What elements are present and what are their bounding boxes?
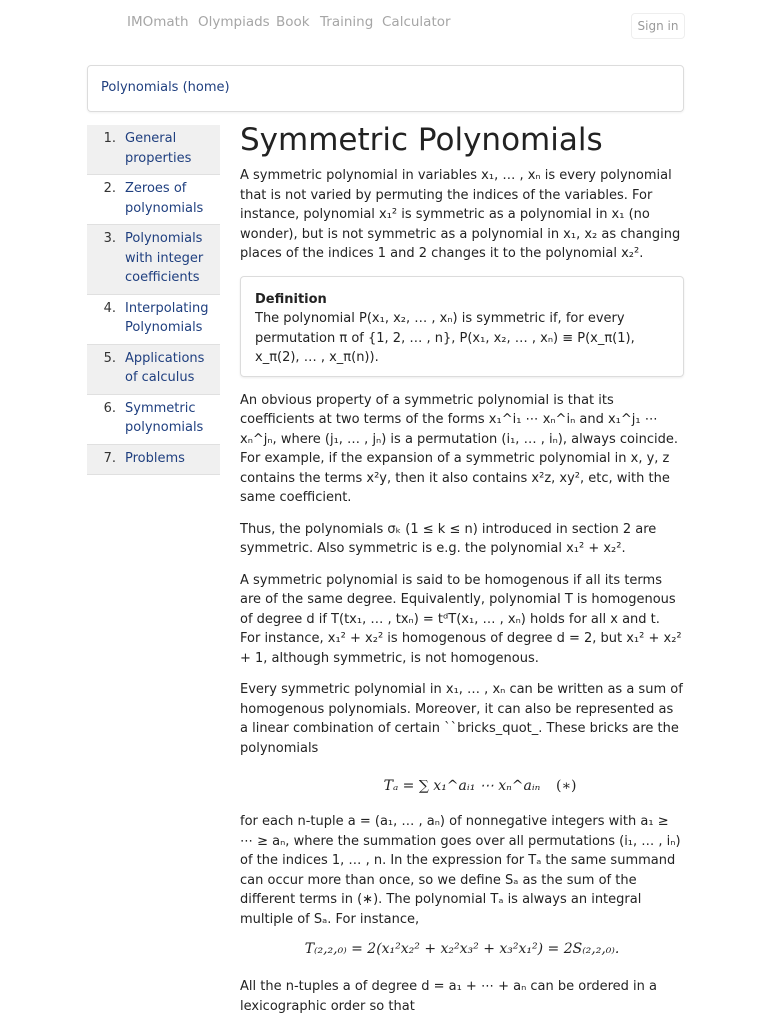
sign-in-button[interactable]: Sign in xyxy=(631,13,685,39)
sidebar-item-zeroes[interactable] xyxy=(87,175,220,225)
nav-calculator[interactable]: Calculator xyxy=(382,14,451,30)
sidebar-item-number: 5. xyxy=(103,350,116,366)
sidebar-item-label[interactable]: Problems xyxy=(125,450,185,466)
sidebar xyxy=(87,125,220,475)
definition-text: The polynomial P(x₁, x₂, … , xₙ) is symmetric if, for every permutation π of {1, 2, … , n}, P(x₁, x₂, … , xₙ) ≡ P(x_π(1), x_π(2), … , x_π(n)). xyxy=(255,311,635,365)
article xyxy=(240,120,684,1028)
sidebar-item-label[interactable]: General properties xyxy=(125,131,192,166)
sidebar-item-number: 2. xyxy=(103,181,116,196)
sidebar-item-calculus[interactable] xyxy=(87,345,220,395)
sidebar-item-integer-coefficients[interactable] xyxy=(87,225,220,295)
paragraph-homogenous: A symmetric polynomial is said to be homogenous if all its terms are of the same degree. Equivalently, polynomial T is homogenous of degree d if T(tx₁, … , txₙ) = tᵈT(x₁, … , xₙ) holds for all x and t. For instance, x₁² + x₂² is homogenous of degree d = 2, but x₁² + x₂² + 1, although symmetric, is not homogenous. xyxy=(240,572,682,666)
sidebar-item-label[interactable]: Zeroes of polynomials xyxy=(125,181,204,216)
nav-book[interactable]: Book xyxy=(276,14,310,30)
paragraph-sigma: Thus, the polynomials σₖ (1 ≤ k ≤ n) introduced in section 2 are symmetric. Also symmetric is e.g. the polynomial x₁² + x₂². xyxy=(240,521,657,556)
top-navbar xyxy=(0,0,768,50)
sidebar-item-number: 3. xyxy=(103,231,116,246)
formula-bricks-expression: Tₐ = ∑ x₁^aᵢ₁ ⋯ xₙ^aᵢₙ xyxy=(383,778,541,794)
nav-imomath[interactable]: IMOmath xyxy=(127,14,189,30)
paragraph-bricks: Every symmetric polynomial in x₁, … , xₙ can be written as a sum of homogenous polynomials. Moreover, it can also be represented as a linear combination of certain ``bricks_quot_. These bricks are the polynomials xyxy=(240,682,683,756)
sidebar-item-problems[interactable] xyxy=(87,445,220,476)
sidebar-item-number: 7. xyxy=(103,450,116,466)
sidebar-item-number: 4. xyxy=(103,300,116,316)
sidebar-item-label[interactable]: Symmetric polynomials xyxy=(125,400,204,435)
page-title: Symmetric Polynomials xyxy=(240,122,603,158)
sidebar-item-label[interactable]: Interpolating Polynomials xyxy=(125,300,209,335)
sidebar-item-symmetric[interactable] xyxy=(87,395,220,445)
paragraph-tuples: for each n-tuple a = (a₁, … , aₙ) of nonnegative integers with a₁ ≥ ⋯ ≥ aₙ, where the summation goes over all permutations (i₁, … , iₙ) of the indices 1, … , n. In the expression for Tₐ the same summand can occur more than once, so we define Sₐ as the sum of the different terms in (∗). The polynomial Tₐ is always an integral multiple of Sₐ. For instance, xyxy=(240,814,681,927)
sidebar-item-label[interactable]: Polynomials with integer coefficients xyxy=(125,231,204,285)
paragraph-coefficients: An obvious property of a symmetric polynomial is that its coefficients at two terms of the forms x₁^i₁ ⋯ xₙ^iₙ and x₁^j₁ ⋯ xₙ^jₙ, where (j₁, … , jₙ) is a permutation (i₁, … , iₙ), always coincide. For example, if the expansion of a symmetric polynomial in x, y, z contains the terms x²y, then it also contains x²z, xy², etc, with the same coefficient. xyxy=(240,392,678,505)
breadcrumb-home-link[interactable]: Polynomials (home) xyxy=(101,80,230,95)
paragraph-intro: A symmetric polynomial in variables x₁, … , xₙ is every polynomial that is not varied by permuting the indices of the variables. For instance, polynomial x₁² is symmetric as a polynomial in x₁ (no wonder), but is not symmetric as a polynomial in x₁, x₂ as changing places of the indices 1 and 2 changes it to the polynomial x₂². xyxy=(240,168,681,261)
definition-title: Definition xyxy=(255,291,327,307)
paragraph-lexicographic: All the n-tuples a of degree d = a₁ + ⋯ + aₙ can be ordered in a lexicographic order so that xyxy=(240,979,657,1014)
formula-bricks-tag: (∗) xyxy=(556,778,577,794)
nav-training[interactable]: Training xyxy=(320,14,374,30)
sidebar-item-general-properties[interactable] xyxy=(87,125,220,175)
sidebar-item-interpolating[interactable] xyxy=(87,295,220,345)
sidebar-item-number: 6. xyxy=(103,400,116,416)
sidebar-item-number: 1. xyxy=(103,131,116,146)
formula-bricks xyxy=(240,770,684,802)
sidebar-item-label[interactable]: Applications of calculus xyxy=(125,350,205,385)
breadcrumb xyxy=(87,65,684,112)
nav-olympiads[interactable]: Olympiads xyxy=(198,14,270,30)
formula-example: T₍₂,₂,₀₎ = 2(x₁²x₂² + x₂²x₃² + x₃²x₁²) = 2S₍₂,₂,₀₎. xyxy=(304,941,620,957)
definition-box xyxy=(240,276,684,377)
